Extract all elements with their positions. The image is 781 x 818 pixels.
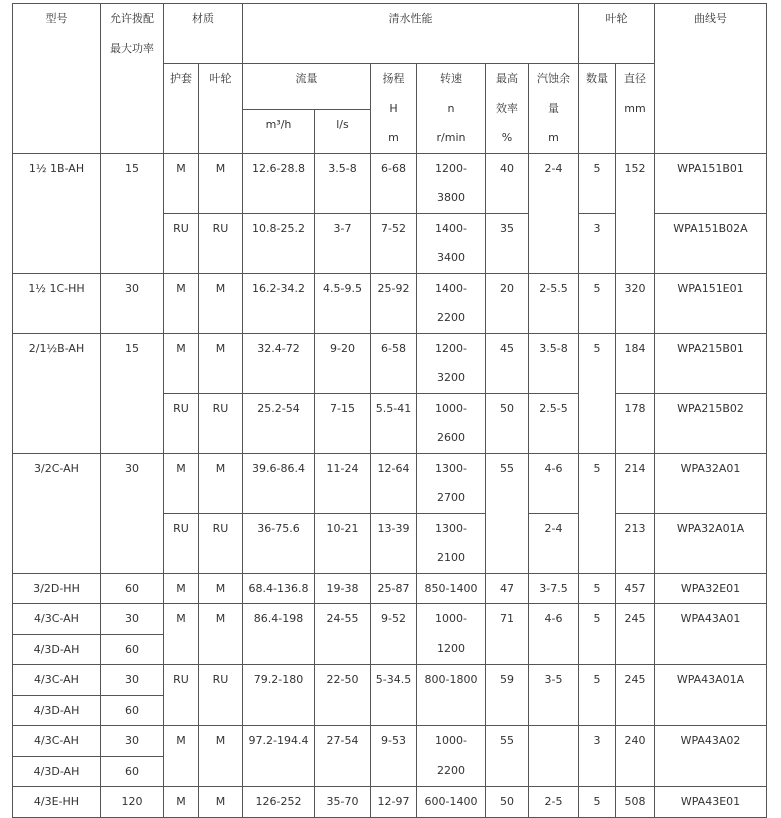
header-curve: 曲线号 [655,4,767,154]
cell-curve: WPA32A01A [655,513,767,573]
cell-flow-m3h: 36-75.6 [243,513,315,573]
cell-flow-m3h: 25.2-54 [243,393,315,453]
cell-model: 4/3C-AH [13,604,101,635]
cell-liner: M [164,604,199,665]
cell-model: 2/1½B-AH [13,333,101,453]
cell-head: 5-34.5 [371,665,417,726]
table-row [13,333,767,393]
cell-speed: 1400- 3400 [417,213,486,273]
cell-curve: WPA151E01 [655,273,767,333]
cell-head: 7-52 [371,213,417,273]
cell-npsh [529,726,579,787]
cell-liner: M [164,153,199,213]
header-flow: 流量 [243,64,371,110]
pump-spec-table [12,3,767,818]
cell-diameter: 245 [616,665,655,726]
cell-efficiency: 40 [486,153,529,213]
cell-flow-ls: 11-24 [315,453,371,513]
cell-head: 5.5-41 [371,393,417,453]
cell-flow-ls: 7-15 [315,393,371,453]
cell-efficiency: 55 [486,453,529,573]
cell-blades: 3 [579,726,616,787]
cell-curve: WPA43E01 [655,787,767,818]
cell-head: 12-64 [371,453,417,513]
table-row [13,573,767,604]
cell-curve: WPA151B01 [655,153,767,213]
cell-flow-m3h: 97.2-194.4 [243,726,315,787]
cell-head: 12-97 [371,787,417,818]
cell-liner: RU [164,665,199,726]
cell-blades: 5 [579,604,616,665]
cell-flow-ls: 3-7 [315,213,371,273]
cell-speed: 1300- 2100 [417,513,486,573]
cell-curve: WPA32A01 [655,453,767,513]
cell-speed: 1400- 2200 [417,273,486,333]
cell-flow-ls: 4.5-9.5 [315,273,371,333]
table-row [13,665,767,696]
cell-curve: WPA151B02A [655,213,767,273]
header-efficiency: 最高 效率 % [486,64,529,154]
table-row [13,153,767,213]
cell-npsh: 4-6 [529,604,579,665]
header-blades: 数量 [579,64,616,154]
cell-power: 30 [101,665,164,696]
cell-blades: 3 [579,213,616,273]
cell-speed: 1000- 1200 [417,604,486,665]
cell-blades: 5 [579,153,616,213]
cell-diameter: 184 [616,333,655,393]
cell-npsh: 2-4 [529,513,579,573]
header-max-power: 允许拨配 最大功率 [101,4,164,154]
cell-efficiency: 45 [486,333,529,393]
cell-power: 30 [101,604,164,635]
cell-blades: 5 [579,273,616,333]
cell-speed: 1200- 3200 [417,333,486,393]
cell-efficiency: 20 [486,273,529,333]
cell-diameter: 240 [616,726,655,787]
cell-efficiency: 35 [486,213,529,273]
cell-impeller-material: M [199,273,243,333]
table-row [13,453,767,513]
cell-head: 6-58 [371,333,417,393]
cell-flow-ls: 27-54 [315,726,371,787]
cell-head: 9-52 [371,604,417,665]
cell-power: 15 [101,333,164,453]
cell-diameter: 214 [616,453,655,513]
table-row [13,787,767,818]
pump-spec-table-container [12,3,767,818]
cell-npsh: 4-6 [529,453,579,513]
cell-power: 60 [101,695,164,726]
cell-efficiency: 50 [486,787,529,818]
cell-diameter: 457 [616,573,655,604]
cell-efficiency: 59 [486,665,529,726]
header-material: 材质 [164,4,243,64]
cell-flow-m3h: 79.2-180 [243,665,315,726]
cell-liner: RU [164,393,199,453]
header-head: 扬程 H m [371,64,417,154]
cell-liner: M [164,333,199,393]
header-impeller: 叶轮 [579,4,655,64]
cell-liner: RU [164,513,199,573]
cell-efficiency: 71 [486,604,529,665]
cell-power: 30 [101,453,164,573]
header-diameter: 直径 mm [616,64,655,154]
cell-efficiency: 47 [486,573,529,604]
cell-curve: WPA215B01 [655,333,767,393]
cell-power: 30 [101,726,164,757]
cell-model: 4/3C-AH [13,726,101,757]
cell-flow-ls: 35-70 [315,787,371,818]
cell-diameter: 178 [616,393,655,453]
table-row [13,726,767,757]
cell-npsh: 2-5 [529,787,579,818]
header-flow-m3h: m³/h [243,109,315,153]
table-row [13,273,767,333]
cell-speed: 800-1800 [417,665,486,726]
cell-impeller-material: M [199,333,243,393]
cell-head: 13-39 [371,513,417,573]
cell-impeller-material: RU [199,513,243,573]
cell-curve: WPA32E01 [655,573,767,604]
cell-npsh: 3.5-8 [529,333,579,393]
cell-model: 4/3D-AH [13,634,101,665]
cell-model: 4/3D-AH [13,695,101,726]
header-npsh: 汽蚀余 量 m [529,64,579,154]
cell-power: 30 [101,273,164,333]
header-flow-ls: l/s [315,109,371,153]
cell-flow-ls: 9-20 [315,333,371,393]
cell-blades: 5 [579,333,616,453]
cell-flow-m3h: 126-252 [243,787,315,818]
cell-flow-m3h: 32.4-72 [243,333,315,393]
cell-curve: WPA43A01A [655,665,767,726]
cell-speed: 1300- 2700 [417,453,486,513]
cell-model: 3/2C-AH [13,453,101,573]
cell-flow-ls: 24-55 [315,604,371,665]
cell-diameter: 508 [616,787,655,818]
cell-speed: 600-1400 [417,787,486,818]
cell-flow-ls: 19-38 [315,573,371,604]
cell-flow-m3h: 68.4-136.8 [243,573,315,604]
cell-diameter: 213 [616,513,655,573]
cell-power: 60 [101,756,164,787]
cell-npsh: 2-4 [529,153,579,273]
cell-power: 60 [101,634,164,665]
table-row [13,604,767,635]
cell-diameter: 152 [616,153,655,273]
header-impeller-material: 叶轮 [199,64,243,154]
cell-impeller-material: RU [199,213,243,273]
cell-flow-ls: 3.5-8 [315,153,371,213]
cell-flow-m3h: 10.8-25.2 [243,213,315,273]
cell-power: 15 [101,153,164,273]
cell-npsh: 3-5 [529,665,579,726]
cell-efficiency: 55 [486,726,529,787]
cell-curve: WPA215B02 [655,393,767,453]
cell-flow-m3h: 86.4-198 [243,604,315,665]
cell-liner: M [164,726,199,787]
cell-impeller-material: RU [199,665,243,726]
header-row-1 [13,4,767,64]
cell-liner: M [164,273,199,333]
cell-impeller-material: M [199,726,243,787]
cell-model: 1½ 1C-HH [13,273,101,333]
header-liner: 护套 [164,64,199,154]
cell-flow-ls: 22-50 [315,665,371,726]
cell-impeller-material: M [199,787,243,818]
cell-npsh: 2.5-5 [529,393,579,453]
cell-impeller-material: RU [199,393,243,453]
cell-liner: M [164,573,199,604]
cell-head: 25-92 [371,273,417,333]
cell-liner: M [164,453,199,513]
cell-head: 25-87 [371,573,417,604]
cell-npsh: 2-5.5 [529,273,579,333]
cell-model: 3/2D-HH [13,573,101,604]
header-water-performance: 清水性能 [243,4,579,64]
cell-speed: 850-1400 [417,573,486,604]
cell-blades: 5 [579,453,616,573]
cell-impeller-material: M [199,573,243,604]
cell-curve: WPA43A01 [655,604,767,665]
cell-flow-m3h: 12.6-28.8 [243,153,315,213]
header-model: 型号 [13,4,101,154]
cell-impeller-material: M [199,604,243,665]
cell-blades: 5 [579,573,616,604]
cell-impeller-material: M [199,153,243,213]
cell-impeller-material: M [199,453,243,513]
cell-liner: M [164,787,199,818]
cell-diameter: 320 [616,273,655,333]
cell-power: 60 [101,573,164,604]
cell-model: 4/3E-HH [13,787,101,818]
cell-diameter: 245 [616,604,655,665]
cell-npsh: 3-7.5 [529,573,579,604]
cell-speed: 1000- 2200 [417,726,486,787]
cell-speed: 1000- 2600 [417,393,486,453]
cell-flow-m3h: 39.6-86.4 [243,453,315,513]
cell-model: 4/3C-AH [13,665,101,696]
cell-power: 120 [101,787,164,818]
cell-speed: 1200- 3800 [417,153,486,213]
cell-flow-m3h: 16.2-34.2 [243,273,315,333]
cell-head: 9-53 [371,726,417,787]
cell-model: 1½ 1B-AH [13,153,101,273]
cell-blades: 5 [579,665,616,726]
cell-efficiency: 50 [486,393,529,453]
cell-flow-ls: 10-21 [315,513,371,573]
cell-head: 6-68 [371,153,417,213]
cell-blades: 5 [579,787,616,818]
cell-liner: RU [164,213,199,273]
cell-curve: WPA43A02 [655,726,767,787]
cell-model: 4/3D-AH [13,756,101,787]
header-speed: 转速 n r/min [417,64,486,154]
